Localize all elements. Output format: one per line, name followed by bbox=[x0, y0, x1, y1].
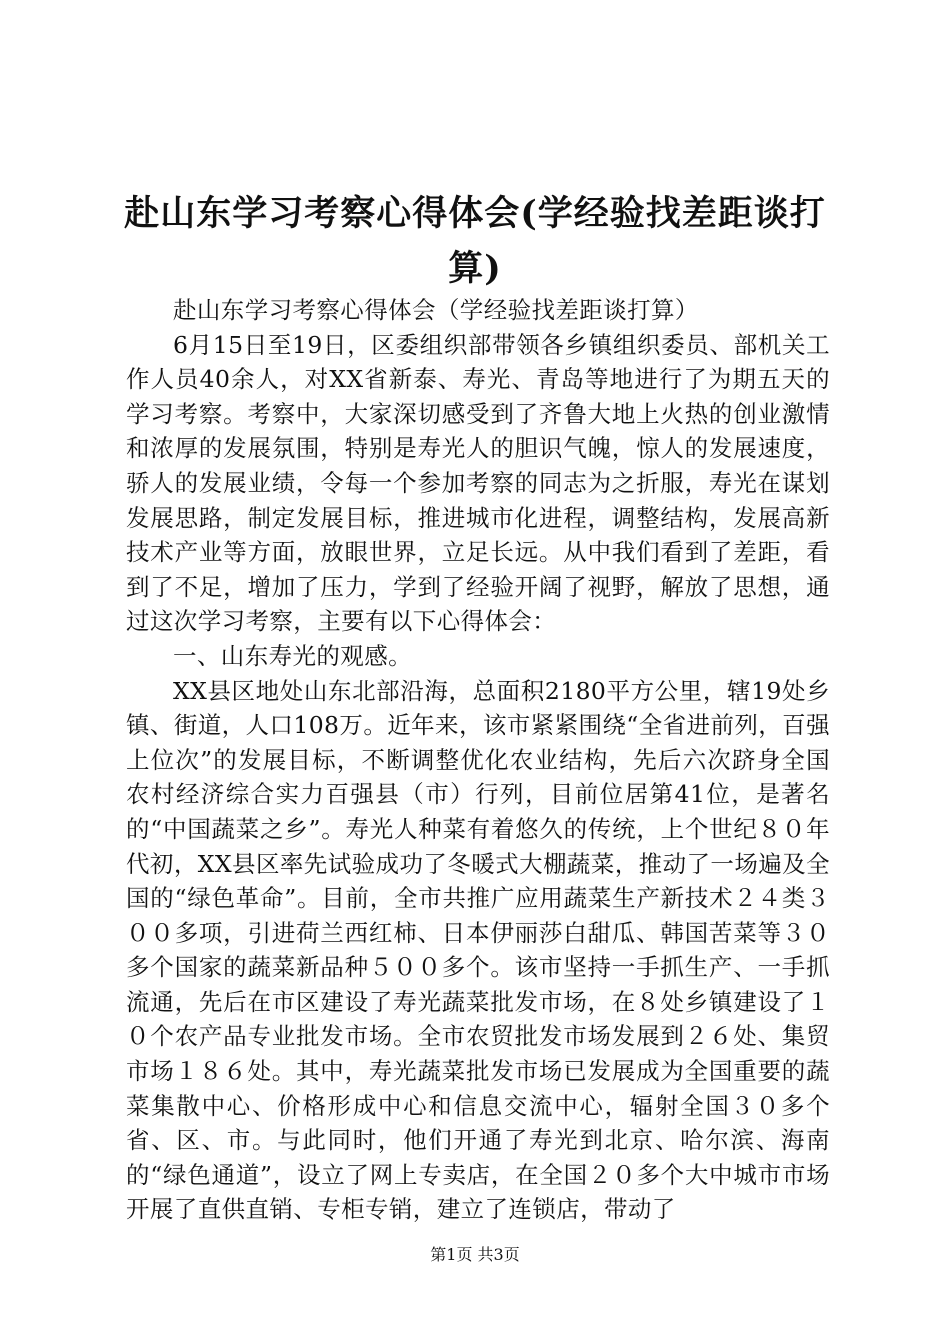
document-body bbox=[126, 293, 830, 1227]
section-paragraph: XX县区地处山东北部沿海，总面积2180平方公里，辖19处乡镇、街道，人口108万。近年来，该市紧紧围绕“全省进前列，百强上位次”的发展目标，不断调整优化农业结构，先后六次跻身全国农村经济综合实力百强县（市）行列，目前位居第41位，是著名的“中国蔬菜之乡”。寿光人种菜有着悠久的传统，上个世纪８０年代初，XX县区率先试验成功了冬暖式大棚蔬菜，推动了一场遍及全国的“绿色革命”。目前，全市共推广应用蔬菜生产新技术２４类３００多项，引进荷兰西红柿、日本伊丽莎白甜瓜、韩国苦菜等３０多个国家的蔬菜新品种５００多个。该市坚持一手抓生产、一手抓流通，先后在市区建设了寿光蔬菜批发市场，在８处乡镇建设了１０个农产品专业批发市场。全市农贸批发市场发展到２６处、集贸市场１８６处。其中，寿光蔬菜批发市场已发展成为全国重要的蔬菜集散中心、价格形成中心和信息交流中心，辐射全国３０多个省、区、市。与此同时，他们开通了寿光到北京、哈尔滨、海南的“绿色通道”，设立了网上专卖店，在全国２０多个大中城市市场开展了直供直销、专柜专销，建立了连锁店，带动了 bbox=[126, 676, 830, 1224]
page-number-footer: 第1页 共3页 bbox=[430, 1245, 520, 1264]
subtitle-paragraph: 赴山东学习考察心得体会（学经验找差距谈打算） bbox=[173, 296, 699, 324]
section-heading: 一、山东寿光的观感。 bbox=[173, 641, 412, 670]
intro-paragraph: 6月15日至19日，区委组织部带领各乡镇组织委员、部机关工作人员40余人，对XX省新泰、寿光、青岛等地进行了为期五天的学习考察。考察中，大家深切感受到了齐鲁大地上火热的创业激情和浓厚的发展氛围，特别是寿光人的胆识气魄，惊人的发展速度，骄人的发展业绩，令每一个参加考察的同志为之折服，寿光在谋划发展思路，制定发展目标，推进城市化进程，调整结构，发展高新技术产业等方面，放眼世界，立足长远。从中我们看到了差距，看到了不足，增加了压力，学到了经验开阔了视野，解放了思想，通过这次学习考察，主要有以下心得体会： bbox=[126, 330, 830, 636]
page-title: 赴山东学习考察心得体会(学经验找差距谈打算) bbox=[124, 193, 826, 289]
